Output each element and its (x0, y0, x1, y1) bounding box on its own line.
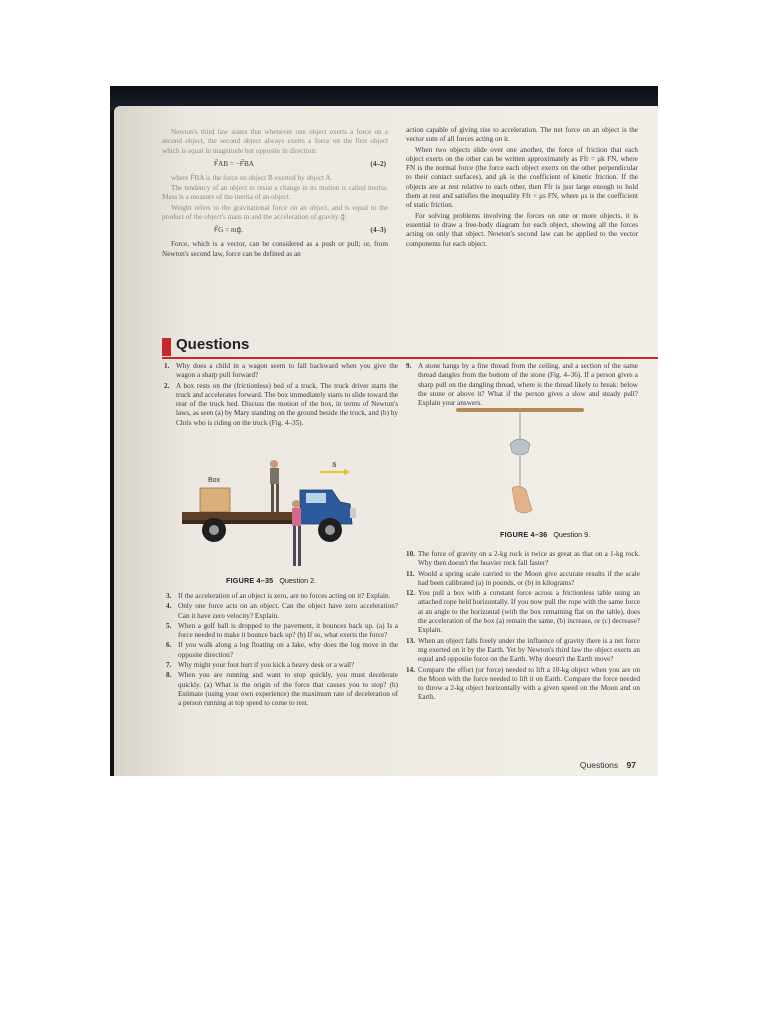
force-paragraph: Force, which is a vector, can be considered as a push or pull; or, from Newton's second law, force can be defined as an (162, 240, 388, 258)
question-list-1-2 (164, 362, 398, 428)
mary-head (292, 500, 300, 508)
page-footer (580, 760, 636, 770)
summary-left-column (162, 128, 388, 260)
weight-paragraph: Weight refers to the gravitational force on an object, and is equal to the product of the object's mass m and the acceleration of gravity g⃗: (162, 203, 388, 222)
left-questions-bottom (166, 592, 398, 710)
question-text: Would a spring scale carried to the Moon give accurate results if the scale had been calibrated (a) in pounds, or (b) in kilograms? (418, 569, 640, 587)
question-number: 1. (164, 362, 170, 370)
question-item (406, 637, 640, 665)
question-number: 3. (166, 592, 172, 600)
figure-4-36-stone (450, 406, 600, 524)
question-number: 12. (406, 589, 415, 598)
third-law-paragraph: Newton's third law states that whenever one object exerts a force on a second object, the second object always exerts a force on the first object which is equal in magnitude but opposite in direction: (162, 128, 388, 155)
question-item (166, 671, 398, 708)
friction-paragraph: When two objects slide over one another, the force of friction that each object exerts on the other can be written approximately as Ffr = μk FN, where FN is the normal force (the force each object exerts on the other perpendicular to their contact surfaces), and μk is the coefficient of kinetic friction. If the objects are at rest relative to each other, then Ffr is just large enough to hold them at rest and satisfies the inequality Ffr < μs FN, where μs is the coefficient of static friction. (406, 145, 638, 210)
equation-4-3-text: F⃗G = mg⃗. (214, 226, 243, 235)
question-number: 10. (406, 550, 415, 558)
question-list-10-14 (406, 550, 640, 703)
question-list-9 (406, 362, 638, 408)
question-item (166, 641, 398, 660)
figure-4-35-truck (172, 458, 362, 572)
right-questions-bottom (406, 550, 640, 704)
question-number: 4. (166, 602, 172, 611)
chris-body (270, 468, 279, 484)
net-force-paragraph: action capable of giving rise to acceleration. The net force on an object is the vector sum of all forces acting on it. (406, 126, 638, 144)
questions-heading (162, 336, 658, 358)
equation-4-3 (162, 224, 388, 238)
question-item (406, 589, 640, 635)
question-text: When a golf ball is dropped to the pavement, it bounces back up. (a) Is a force needed to make it bounce back up? (b) If so, what exerts the force? (178, 621, 398, 640)
question-item (406, 362, 638, 408)
questions-title: Questions (176, 336, 250, 353)
question-text: Only one force acts on an object. Can the object have zero acceleration? Can it have zero velocity? Explain. (178, 602, 398, 620)
inertia-paragraph: The tendency of an object to resist a change in its motion is called inertia. Mass is a measure of the inertia of an object. (162, 184, 388, 202)
question-text: If the acceleration of an object is zero, are no forces acting on it? Explain. (178, 592, 391, 600)
right-questions-top (406, 362, 638, 409)
equation-4-2-number: (4–2) (370, 159, 386, 168)
question-text: The force of gravity on a 2-kg rock is twice as great as that on a 1-kg rock. Why then doesn't the heavier rock fall faster? (418, 550, 640, 568)
heading-red-marker (162, 338, 171, 356)
figure-4-36-label: FIGURE 4–36 (500, 530, 548, 539)
textbook-page (114, 106, 658, 776)
question-item (166, 661, 398, 670)
box-label: Box (208, 477, 221, 484)
truck-bed (182, 512, 300, 520)
equation-4-2-text: F⃗AB = −F⃗BA (214, 159, 254, 168)
page-number: 97 (626, 760, 636, 770)
stone-icon (510, 439, 530, 455)
book-photo (110, 86, 658, 776)
heading-red-rule (162, 357, 658, 359)
free-body-paragraph: For solving problems involving the forces on one or more objects, it is essential to draw a free-body diagram for each object, showing all the forces acting on only that object. Newton's second law can be applied to the vector components for each object. (406, 211, 638, 248)
mary-body (292, 508, 301, 526)
question-item (164, 382, 398, 428)
question-list-3-8 (166, 592, 398, 709)
question-text: A box rests on the (frictionless) bed of a truck. The truck driver starts the truck and accelerates forward. The box immediately starts to slide toward the rear of the truck bed. Discuss the motion of the box, in terms of Newton's laws, as seen (a) by Mary standing on the ground beside the truck, and (b) by Chris who is riding on the truck (Fig. 4–35). (176, 381, 398, 427)
equation-4-2 (162, 158, 388, 172)
question-number: 13. (406, 636, 415, 645)
question-item (166, 622, 398, 641)
question-item (166, 592, 398, 601)
figure-4-35-caption (226, 576, 316, 585)
question-text: When an object falls freely under the influence of gravity there is a net force mg exerted on it by the Earth. Yet by Newton's third law the object exerts an equal and opposite force on the Earth. Why doesn't the Earth move? (418, 636, 640, 664)
question-number: 7. (166, 661, 172, 670)
figure-4-35-text: Question 2. (279, 576, 317, 585)
box-icon (200, 488, 230, 512)
figure-4-35-label: FIGURE 4–35 (226, 576, 274, 585)
footer-section: Questions (579, 760, 619, 770)
question-text: You pull a box with a constant force across a frictionless table using an attached rope held horizontally. If you now pull the rope with the same force at an angle to the horizontal (with the box remaining flat on the table), does the acceleration of the box (a) remain the same, (b) increase, or (c) decrease? Explain. (418, 589, 640, 635)
question-number: 14. (406, 665, 415, 674)
truck-bumper (350, 508, 356, 518)
truck-window (306, 493, 326, 503)
question-number: 5. (166, 621, 172, 630)
figure-4-36-text: Question 9. (553, 530, 591, 539)
figure-4-36-caption (500, 530, 590, 539)
question-item (164, 362, 398, 381)
question-number: 6. (166, 641, 172, 650)
question-text: A stone hangs by a fine thread from the ceiling, and a section of the same thread dangles from the bottom of the stone (Fig. 4–36). If a person gives a sharp pull on the dangling thread, where is the thread likely to break: below the stone or above it? What if the person gives a slow and steady pull? Explain your answers. (418, 362, 638, 408)
question-item (406, 666, 640, 703)
equation-4-3-number: (4–3) (370, 226, 386, 235)
question-number: 11. (406, 569, 415, 578)
question-item (406, 570, 640, 589)
left-questions-top (164, 362, 398, 429)
question-text: If you walk along a log floating on a lake, why does the log move in the opposite direction? (178, 641, 398, 659)
question-item (166, 602, 398, 621)
truck-bed-frame (182, 520, 300, 524)
question-number: 9. (406, 362, 412, 370)
ceiling-bar (456, 408, 584, 412)
acceleration-label: a⃗ (332, 462, 337, 469)
question-text: When you are running and want to stop quickly, you must decelerate quickly. (a) What is the origin of the force that causes you to stop? (b) Estimate (using your own experience) the maximum rate of deceleration of a person running at top speed to come to rest. (178, 671, 398, 708)
question-text: Why does a child in a wagon seem to fall backward when you give the wagon a sharp pull forward? (176, 362, 398, 380)
question-number: 2. (164, 381, 170, 390)
force-ba-paragraph: where F⃗BA is the force on object B exerted by object A. (171, 173, 333, 182)
question-text: Why might your foot hurt if you kick a heavy desk or a wall? (178, 661, 355, 670)
question-item (406, 550, 640, 569)
question-text: Compare the effort (or force) needed to lift a 10-kg object when you are on the Moon with the force needed to lift it on Earth. Compare the force needed to throw a 2-kg object horizontally with a given speed on the Moon and on Earth. (418, 665, 640, 702)
summary-right-column (406, 126, 638, 250)
hand-icon (512, 486, 532, 513)
question-number: 8. (166, 671, 172, 680)
chris-head (270, 460, 278, 468)
